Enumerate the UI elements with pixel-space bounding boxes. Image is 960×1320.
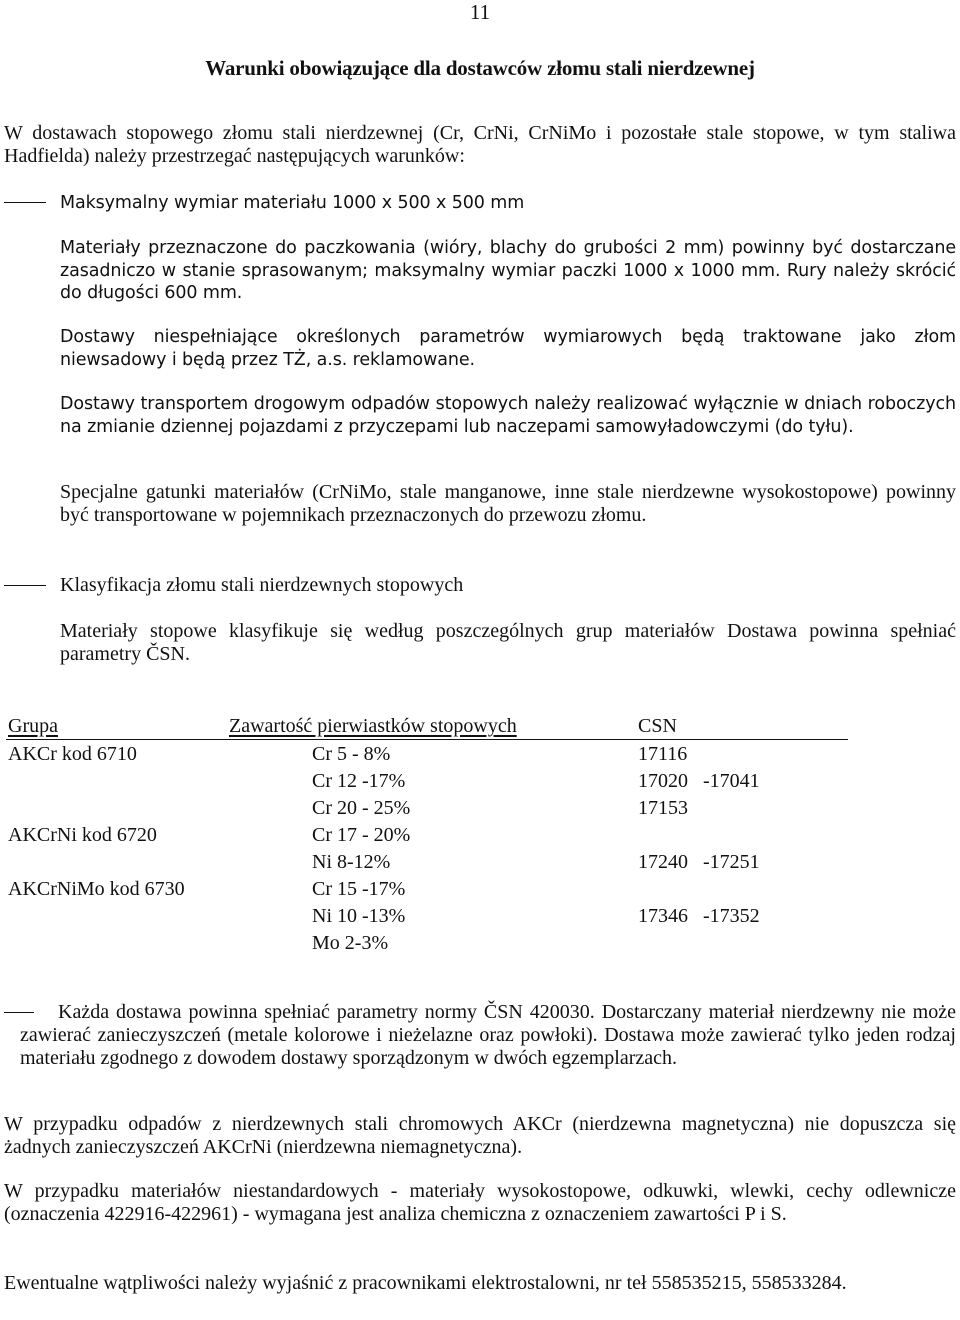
page-number: 11 (469, 0, 491, 24)
intro-paragraph: W dostawach stopowego złomu stali nierdzewnej (Cr, CrNi, CrNiMo i pozostałe stale stopowe, w tym staliwa Hadfielda) należy przestrzegać następujących warunków: (4, 122, 956, 167)
closing-paragraph-2: W przypadku materiałów niestandardowych - materiały wysokostopowe, odkuwki, wlewki, cechy odlewnicze (oznaczenia 422916-422961) - wymagana jest analiza chemiczna z oznaczeniem zawartości P i S. (4, 1180, 956, 1225)
table-cell-group: AKCrNi kod 6720 (8, 824, 157, 846)
section3-paragraph: Każda dostawa powinna spełniać parametry normy ČSN 420030. Dostarczany materiał nierdzewny nie może zawierać zanieczyszczeń (metale kolorowe i nieżelazne oraz powłoki). Dostawa może zawierać tylko jeden rodzaj materiału zgodnego z dowodem dostawy sporządzonym w dwóch egzemplarzach. (20, 1001, 956, 1069)
section1-paragraph-2: Dostawy niespełniające określonych parametrów wymiarowych będą traktowane jako złom niewsadowy i będą przez TŻ, a.s. reklamowane. (60, 327, 956, 370)
section2-paragraph: Materiały stopowe klasyfikuje się według poszczególnych grup materiałów Dostawa powinna spełniać parametry ČSN. (60, 620, 956, 665)
section2-heading: Klasyfikacja złomu stali nierdzewnych stopowych (60, 574, 464, 596)
table-cell-content: Ni 10 -13% (312, 905, 406, 927)
bullet-dash-1 (4, 202, 46, 203)
section1-paragraph-1: Materiały przeznaczone do paczkowania (wióry, blachy do grubości 2 mm) powinny być dostarczane zasadniczo w stanie sprasowanym; maksymalny wymiar paczki 1000 x 1000 mm. Rury należy skrócić do długości 600 mm. (60, 238, 956, 303)
table-cell-content: Cr 12 -17% (312, 770, 406, 792)
table-cell-csn: 17346 -17352 (638, 905, 760, 927)
closing-paragraph-3: Ewentualne wątpliwości należy wyjaśnić z pracownikami elektrostalowni, nr teł 558535215, 558533284. (4, 1272, 847, 1294)
table-cell-content: Ni 8-12% (312, 851, 391, 873)
document-title: Warunki obowiązujące dla dostawców złomu stali nierdzewnej (205, 56, 755, 80)
table-cell-csn: 17153 (638, 797, 688, 819)
table-cell-csn: 17240 -17251 (638, 851, 760, 873)
closing-paragraph-1: W przypadku odpadów z nierdzewnych stali chromowych AKCr (nierdzewna magnetyczna) nie dopuszcza się żadnych zanieczyszczeń AKCrNi (nierdzewna niemagnetyczna). (4, 1113, 956, 1158)
table-header-csn: CSN (638, 715, 677, 737)
table-cell-csn: 17116 (638, 743, 688, 765)
table-header-group: Grupa (8, 715, 58, 737)
table-cell-content: Cr 17 - 20% (312, 824, 411, 846)
table-header-rule (6, 739, 848, 740)
table-cell-content: Cr 20 - 25% (312, 797, 411, 819)
table-cell-content: Mo 2-3% (312, 932, 389, 954)
table-cell-csn: 17020 -17041 (638, 770, 760, 792)
table-cell-content: Cr 15 -17% (312, 878, 406, 900)
table-header-content: Zawartość pierwiastków stopowych (229, 715, 517, 737)
table-cell-group: AKCr kod 6710 (8, 743, 137, 765)
section1-paragraph-4: Specjalne gatunki materiałów (CrNiMo, stale manganowe, inne stale nierdzewne wysokostopowe) powinny być transportowane w pojemnikach przeznaczonych do przewozu złomu. (60, 481, 956, 526)
table-cell-content: Cr 5 - 8% (312, 743, 391, 765)
bullet-dash-2 (4, 585, 46, 586)
section1-heading: Maksymalny wymiar materiału 1000 x 500 x 500 mm (60, 193, 525, 213)
section3-paragraph-wrap (20, 1001, 956, 1070)
section1-paragraph-3: Dostawy transportem drogowym odpadów stopowych należy realizować wyłącznie w dniach roboczych na zmianie dziennej pojazdami z przyczepami lub naczepami samowyładowczymi (do tyłu). (60, 394, 956, 437)
table-cell-group: AKCrNiMo kod 6730 (8, 878, 185, 900)
